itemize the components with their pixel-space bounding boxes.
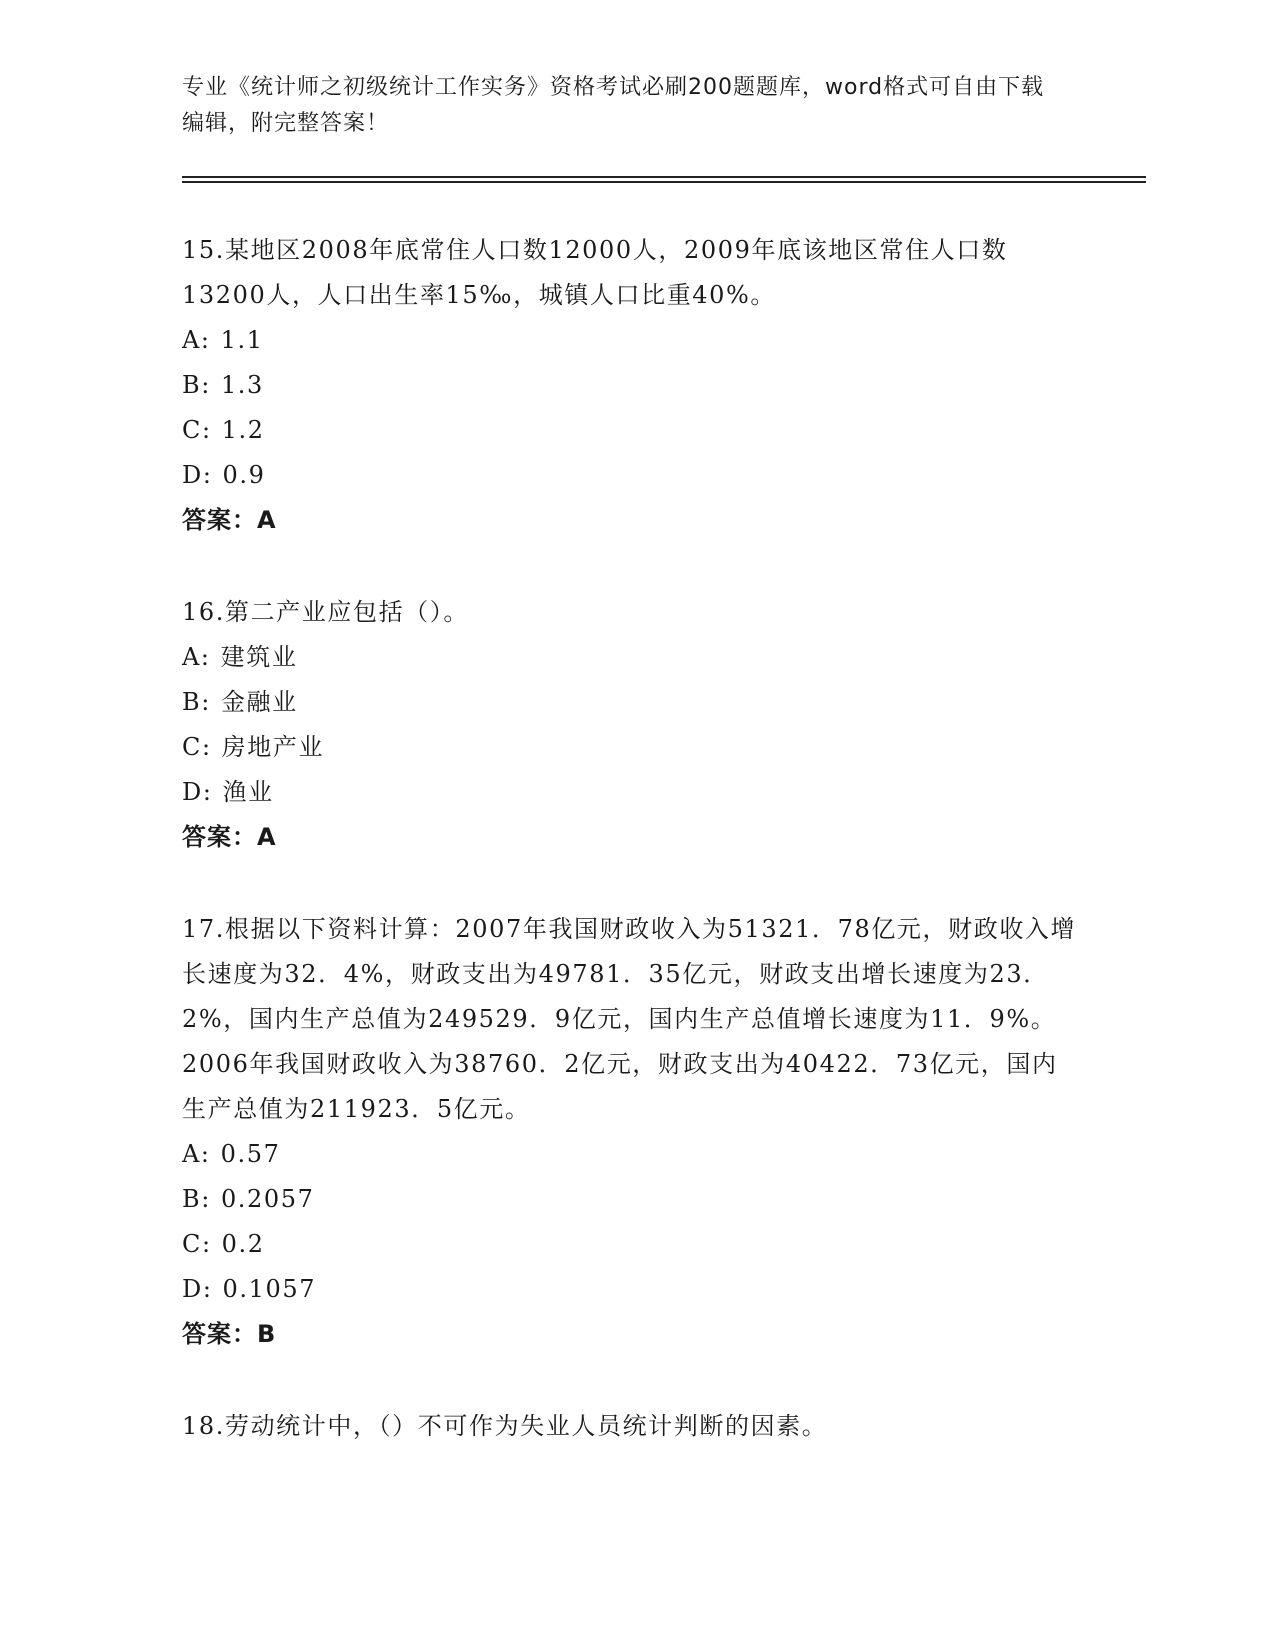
option-b	[182, 680, 1082, 725]
option-text: 1.3	[220, 371, 264, 399]
option-letter: B:	[182, 371, 211, 399]
option-b	[182, 1177, 1082, 1222]
question-stem: 17.根据以下资料计算：2007年我国财政收入为51321．78亿元，财政收入增长速度为32．4%，财政支出为49781．35亿元，财政支出增长速度为23．2%，国内生产总值为249529．9亿元，国内生产总值增长速度为11．9%。2006年我国财政收入为38760．2亿元，财政支出为40422．73亿元，国内生产总值为211923．5亿元。	[182, 915, 1077, 1123]
question-stem: 15.某地区2008年底常住人口数12000人，2009年底该地区常住人口数13200人，人口出生率15‰，城镇人口比重40%。	[182, 236, 1008, 309]
option-letter: A:	[182, 643, 211, 671]
option-a	[182, 318, 1082, 363]
question-stem: 18.劳动统计中，（）不可作为失业人员统计判断的因素。	[182, 1412, 828, 1440]
option-text: 0.9	[222, 461, 266, 489]
question-stem: 16.第二产业应包括（）。	[182, 598, 469, 626]
header-rule-top	[182, 176, 1146, 178]
option-text: 0.2	[221, 1230, 265, 1258]
option-text: 建筑业	[220, 643, 298, 671]
question-17	[182, 907, 1082, 1357]
option-d	[182, 453, 1082, 498]
option-text: 渔业	[222, 778, 274, 806]
option-letter: C:	[182, 416, 212, 444]
option-letter: D:	[182, 778, 213, 806]
document-header: 专业《统计师之初级统计工作实务》资格考试必刷200题题库，word格式可自由下载编辑，附完整答案！	[182, 75, 1045, 136]
option-c	[182, 408, 1082, 453]
answer-line: 答案：A	[182, 823, 277, 851]
option-c	[182, 725, 1082, 770]
option-d	[182, 1267, 1082, 1312]
question-18	[182, 1404, 1082, 1449]
option-letter: C:	[182, 1230, 212, 1258]
option-letter: D:	[182, 1275, 213, 1303]
option-text: 房地产业	[221, 733, 325, 761]
option-letter: B:	[182, 688, 211, 716]
option-c	[182, 1222, 1082, 1267]
option-b	[182, 363, 1082, 408]
option-letter: A:	[182, 1140, 211, 1168]
option-text: 金融业	[220, 688, 298, 716]
question-list	[182, 228, 1082, 1496]
option-letter: A:	[182, 326, 211, 354]
option-text: 0.57	[220, 1140, 281, 1168]
answer-line: 答案：B	[182, 1320, 277, 1348]
option-text: 0.1057	[222, 1275, 317, 1303]
question-16	[182, 590, 1082, 860]
option-text: 1.2	[221, 416, 265, 444]
option-a	[182, 635, 1082, 680]
option-d	[182, 770, 1082, 815]
header-rule-bottom	[182, 181, 1146, 183]
option-letter: C:	[182, 733, 212, 761]
option-text: 1.1	[220, 326, 264, 354]
option-letter: D:	[182, 461, 213, 489]
question-15	[182, 228, 1082, 543]
option-letter: B:	[182, 1185, 211, 1213]
option-text: 0.2057	[220, 1185, 315, 1213]
option-a	[182, 1132, 1082, 1177]
answer-line: 答案：A	[182, 506, 277, 534]
